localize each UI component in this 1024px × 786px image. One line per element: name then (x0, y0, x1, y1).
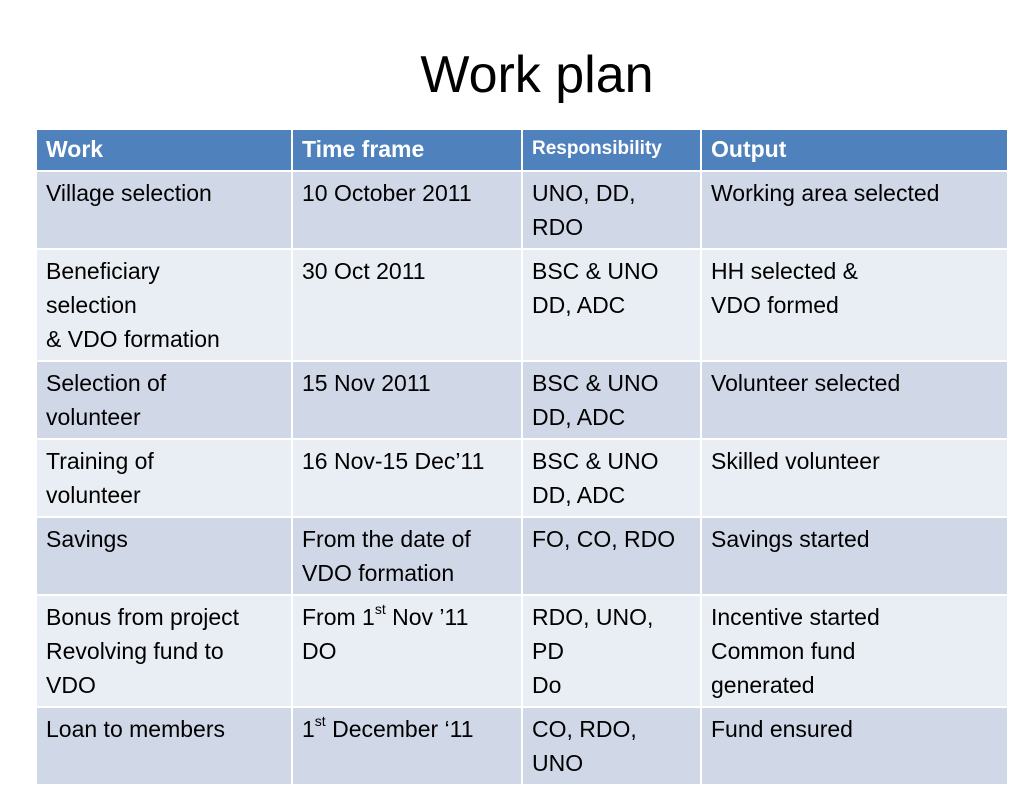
column-header-responsibility: Responsibility (522, 129, 701, 171)
time-frame-text: 16 Nov-15 Dec’11 (302, 448, 485, 474)
responsibility-cell: BSC & UNO DD, ADC (522, 361, 701, 439)
output-cell: Savings started (701, 517, 1008, 595)
time-frame-text-continued: Nov ’11 DO (302, 604, 469, 664)
table-header-row (36, 129, 1008, 171)
work-cell: Bonus from project Revolving fund to VDO (36, 595, 292, 707)
time-frame-cell (292, 361, 522, 439)
work-cell: Village selection (36, 171, 292, 249)
table-row (36, 361, 1008, 439)
work-cell: Savings (36, 517, 292, 595)
time-frame-text: 15 Nov 2011 (302, 370, 431, 396)
output-cell: Skilled volunteer (701, 439, 1008, 517)
table-row (36, 249, 1008, 361)
ordinal-suffix: st (314, 713, 326, 730)
table-row (36, 439, 1008, 517)
responsibility-cell: BSC & UNO DD, ADC (522, 439, 701, 517)
table-row (36, 517, 1008, 595)
table-row (36, 707, 1008, 785)
column-header-output: Output (701, 129, 1008, 171)
responsibility-cell: UNO, DD, RDO (522, 171, 701, 249)
work-cell: Selection of volunteer (36, 361, 292, 439)
column-header-work: Work (36, 129, 292, 171)
time-frame-text: 30 Oct 2011 (302, 258, 426, 284)
time-frame-text: 10 October 2011 (302, 180, 472, 206)
time-frame-cell (292, 249, 522, 361)
responsibility-cell: FO, CO, RDO (522, 517, 701, 595)
time-frame-text: 1 (302, 716, 315, 742)
table-row (36, 171, 1008, 249)
page-title: Work plan (420, 46, 654, 104)
work-plan-table (35, 128, 1009, 786)
time-frame-cell (292, 171, 522, 249)
output-cell: Working area selected (701, 171, 1008, 249)
column-header-time-frame: Time frame (292, 129, 522, 171)
output-cell: Volunteer selected (701, 361, 1008, 439)
ordinal-suffix: st (374, 601, 386, 618)
output-cell: Incentive started Common fund generated (701, 595, 1008, 707)
work-cell: Loan to members (36, 707, 292, 785)
work-cell: Training of volunteer (36, 439, 292, 517)
responsibility-cell: CO, RDO, UNO (522, 707, 701, 785)
time-frame-cell (292, 439, 522, 517)
responsibility-cell: RDO, UNO, PD Do (522, 595, 701, 707)
output-cell: HH selected & VDO formed (701, 249, 1008, 361)
responsibility-cell: BSC & UNO DD, ADC (522, 249, 701, 361)
table-row (36, 595, 1008, 707)
time-frame-text: From 1 (302, 604, 375, 630)
time-frame-cell (292, 707, 522, 785)
work-cell: Beneficiary selection & VDO formation (36, 249, 292, 361)
time-frame-cell (292, 595, 522, 707)
time-frame-text-continued: December ‘11 (325, 716, 474, 742)
time-frame-text: From the date of VDO formation (302, 526, 471, 586)
output-cell: Fund ensured (701, 707, 1008, 785)
time-frame-cell (292, 517, 522, 595)
